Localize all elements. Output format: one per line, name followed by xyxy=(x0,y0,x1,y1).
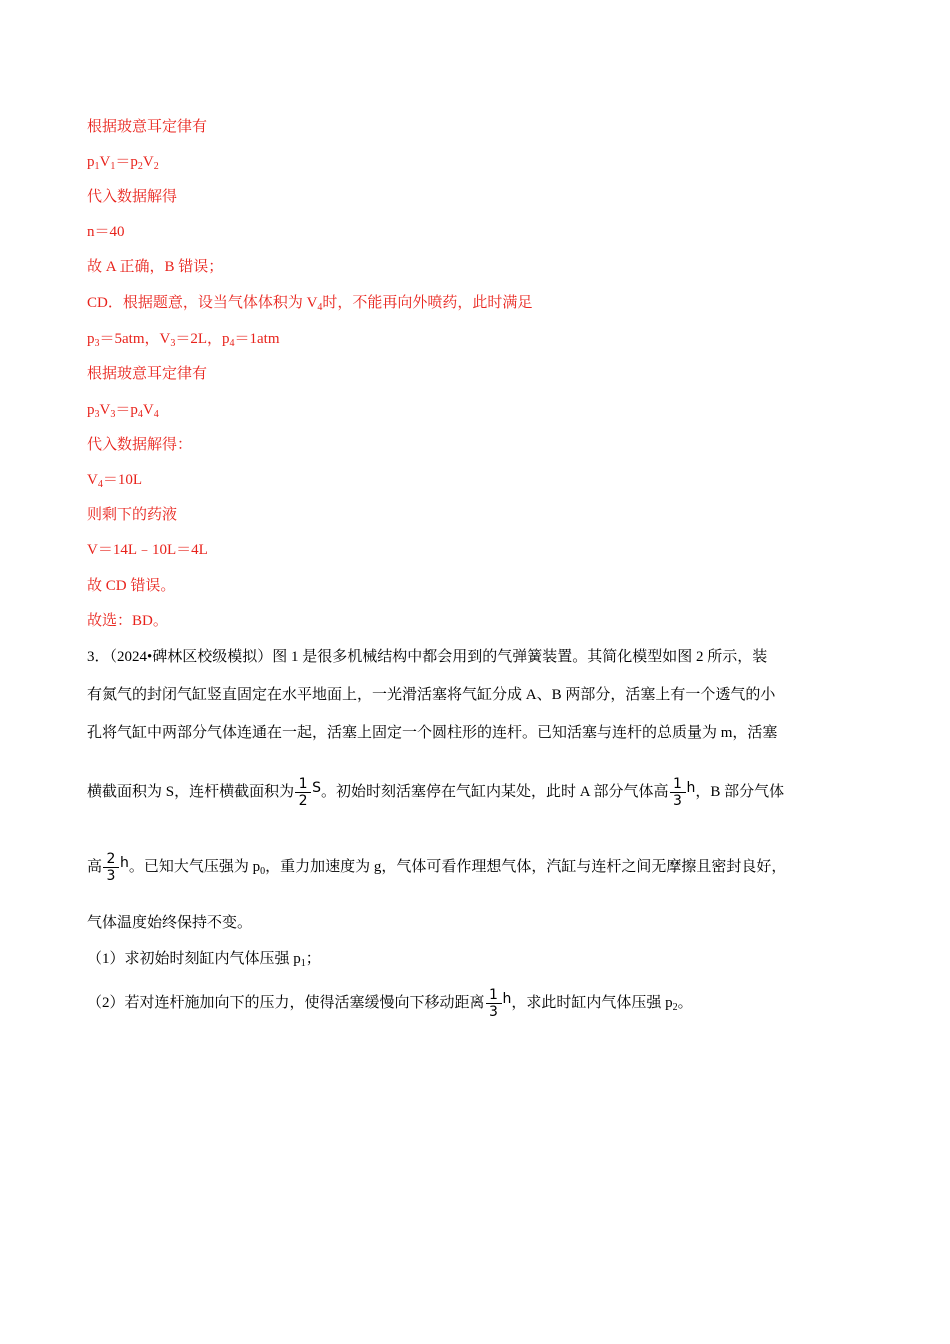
solution-line: 代入数据解得： xyxy=(87,437,193,453)
fraction-two-thirds: $\frac{2}{3}$ xyxy=(103,852,119,883)
question-1: （1）求初始时刻缸内气体压强 $p_1$； xyxy=(87,951,321,969)
question-2: （2）若对连杆施加向下的压力，使得活塞缓慢向下移动距离 $\frac{1}{3}$ h，求此时缸内气体压强 $p_2$。 xyxy=(87,987,693,1021)
problem-text: 高 $\frac{2}{3}$ h。已知大气压强为 $p_0$，重力加速度为 g，气体可看作理想气体，汽缸与连杆之间无摩擦且密封良好， xyxy=(87,851,787,885)
problem-text: 3．（2024•碑林区校级模拟）图 1 是很多机械结构中都会用到的气弹簧装置。其简化模型如图 2 所示，装 xyxy=(87,649,768,665)
solution-equation: $p_1V_1=p_2V_2$ xyxy=(87,154,159,172)
solution-line: 代入数据解得 xyxy=(87,189,178,205)
fraction-third: $\frac{1}{3}$ xyxy=(670,777,686,808)
solution-line: 故 A 正确，B 错误； xyxy=(87,259,224,275)
problem-text: 横截面积为 S，连杆横截面积为 $\frac{1}{2}$ S。初始时刻活塞停在气缸内某处，此时 A 部分气体高 $\frac{1}{3}$ h，B 部分气体 xyxy=(87,776,785,810)
solution-line: 根据玻意耳定律有 xyxy=(87,366,208,382)
problem-text: 孔将气缸中两部分气体连通在一起，活塞上固定一个圆柱形的连杆。已知活塞与连杆的总质量为 m，活塞 xyxy=(87,725,778,741)
solution-line: 则剩下的药液 xyxy=(87,507,178,523)
solution-result: $V_4=10L$ xyxy=(87,472,143,490)
solution-line: 根据玻意耳定律有 xyxy=(87,119,208,135)
solution-result: n＝40 xyxy=(87,224,125,240)
solution-equation: $p_3=5atm$，$V_3=2L$，$p_4=1atm$ xyxy=(87,331,280,349)
fraction-third: $\frac{1}{3}$ xyxy=(486,988,502,1019)
solution-result: V＝14L﹣10L＝4L xyxy=(87,542,208,558)
solution-line: CD．根据题意，设当气体体积为 $V_4$时，不能再向外喷药，此时满足 xyxy=(87,295,533,313)
solution-line: 故 CD 错误。 xyxy=(87,578,176,594)
solution-equation: $p_3V_3=p_4V_4$ xyxy=(87,402,159,420)
problem-text: 有氮气的封闭气缸竖直固定在水平地面上，一光滑活塞将气缸分成 A、B 两部分，活塞上有一个透气的小 xyxy=(87,687,776,703)
problem-text: 气体温度始终保持不变。 xyxy=(87,915,253,931)
solution-answer: 故选：BD。 xyxy=(87,613,168,629)
fraction-half: $\frac{1}{2}$ xyxy=(295,777,311,808)
